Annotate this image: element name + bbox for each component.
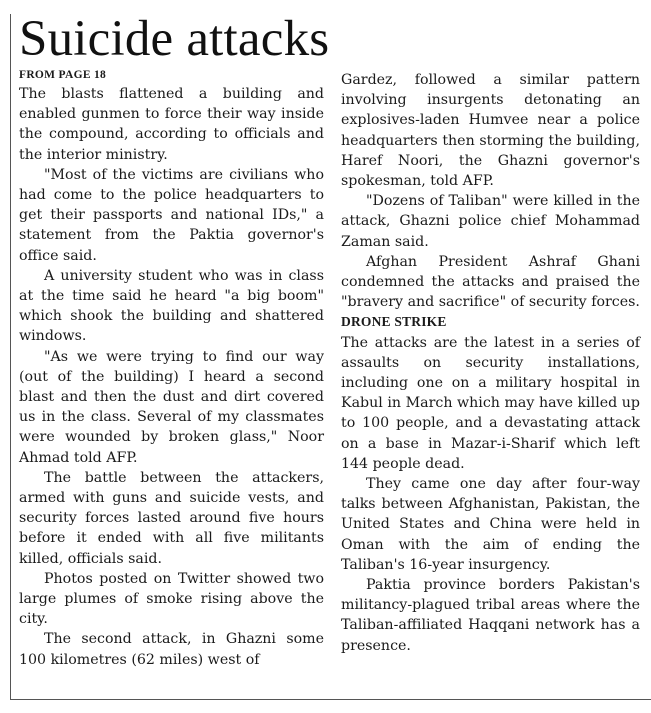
paragraph: "Most of the victims are civilians who had come to the police headquarters to get their passports and national IDs," a statement from the Paktia governor's office said. bbox=[19, 166, 324, 264]
article-column-left bbox=[19, 69, 324, 670]
paragraph: The second attack, in Ghazni some 100 kilometres (62 miles) west of bbox=[19, 631, 324, 668]
paragraph: "Dozens of Taliban" were killed in the attack, Ghazni police chief Mohammad Zaman said. bbox=[341, 193, 640, 250]
paragraph: Afghan President Ashraf Ghani condemned the attacks and praised the "bravery and sacrifice" of security forces. bbox=[341, 253, 640, 311]
paragraph: Photos posted on Twitter showed two large plumes of smoke rising above the city. bbox=[19, 570, 324, 628]
paragraph: A university student who was in class at the time said he heard "a big boom" which shook the building and shattered windows. bbox=[19, 267, 324, 345]
paragraph: Gardez, followed a similar pattern involving insurgents detonating an explosives-laden Humvee near a police headquarters then storming the building, Haref Noori, the Ghazni governor's spokesman, told AFP. bbox=[341, 72, 640, 190]
kicker: FROM PAGE 18 bbox=[19, 69, 107, 81]
article-column-right bbox=[341, 70, 640, 656]
paragraph: The attacks are the latest in a series of assaults on security installations, including one on a military hospital in Kabul in March which may have killed up to 100 people, and a devastating attack on a base in Mazar-i-Sharif which left 144 people dead. bbox=[341, 334, 640, 472]
headline: Suicide attacks bbox=[19, 11, 330, 67]
paragraph: They came one day after four-way talks between Afghanistan, Pakistan, the United States and China were held in Oman with the aim of ending the Taliban's 16-year insurgency. bbox=[341, 476, 640, 573]
paragraph: "As we were trying to find our way (out of the building) I heard a second blast and then the dust and dirt covered us in the class. Several of my classmates were wounded by broken glass," Noor Ahmad told AFP. bbox=[19, 348, 324, 466]
paragraph: The blasts flattened a building and enabled gunmen to force their way inside the compound, according to officials and the interior ministry. bbox=[19, 86, 324, 163]
frame-bottom-rule bbox=[10, 699, 651, 700]
paragraph: Paktia province borders Pakistan's militancy-plagued tribal areas where the Taliban-affiliated Haqqani network has a presence. bbox=[341, 577, 640, 654]
frame-left-rule bbox=[10, 14, 11, 699]
subhead: DRONE STRIKE bbox=[341, 314, 447, 330]
paragraph: The battle between the attackers, armed with guns and suicide vests, and security forces lasted around five hours before it ended with all five militants killed, officials said. bbox=[19, 469, 324, 567]
